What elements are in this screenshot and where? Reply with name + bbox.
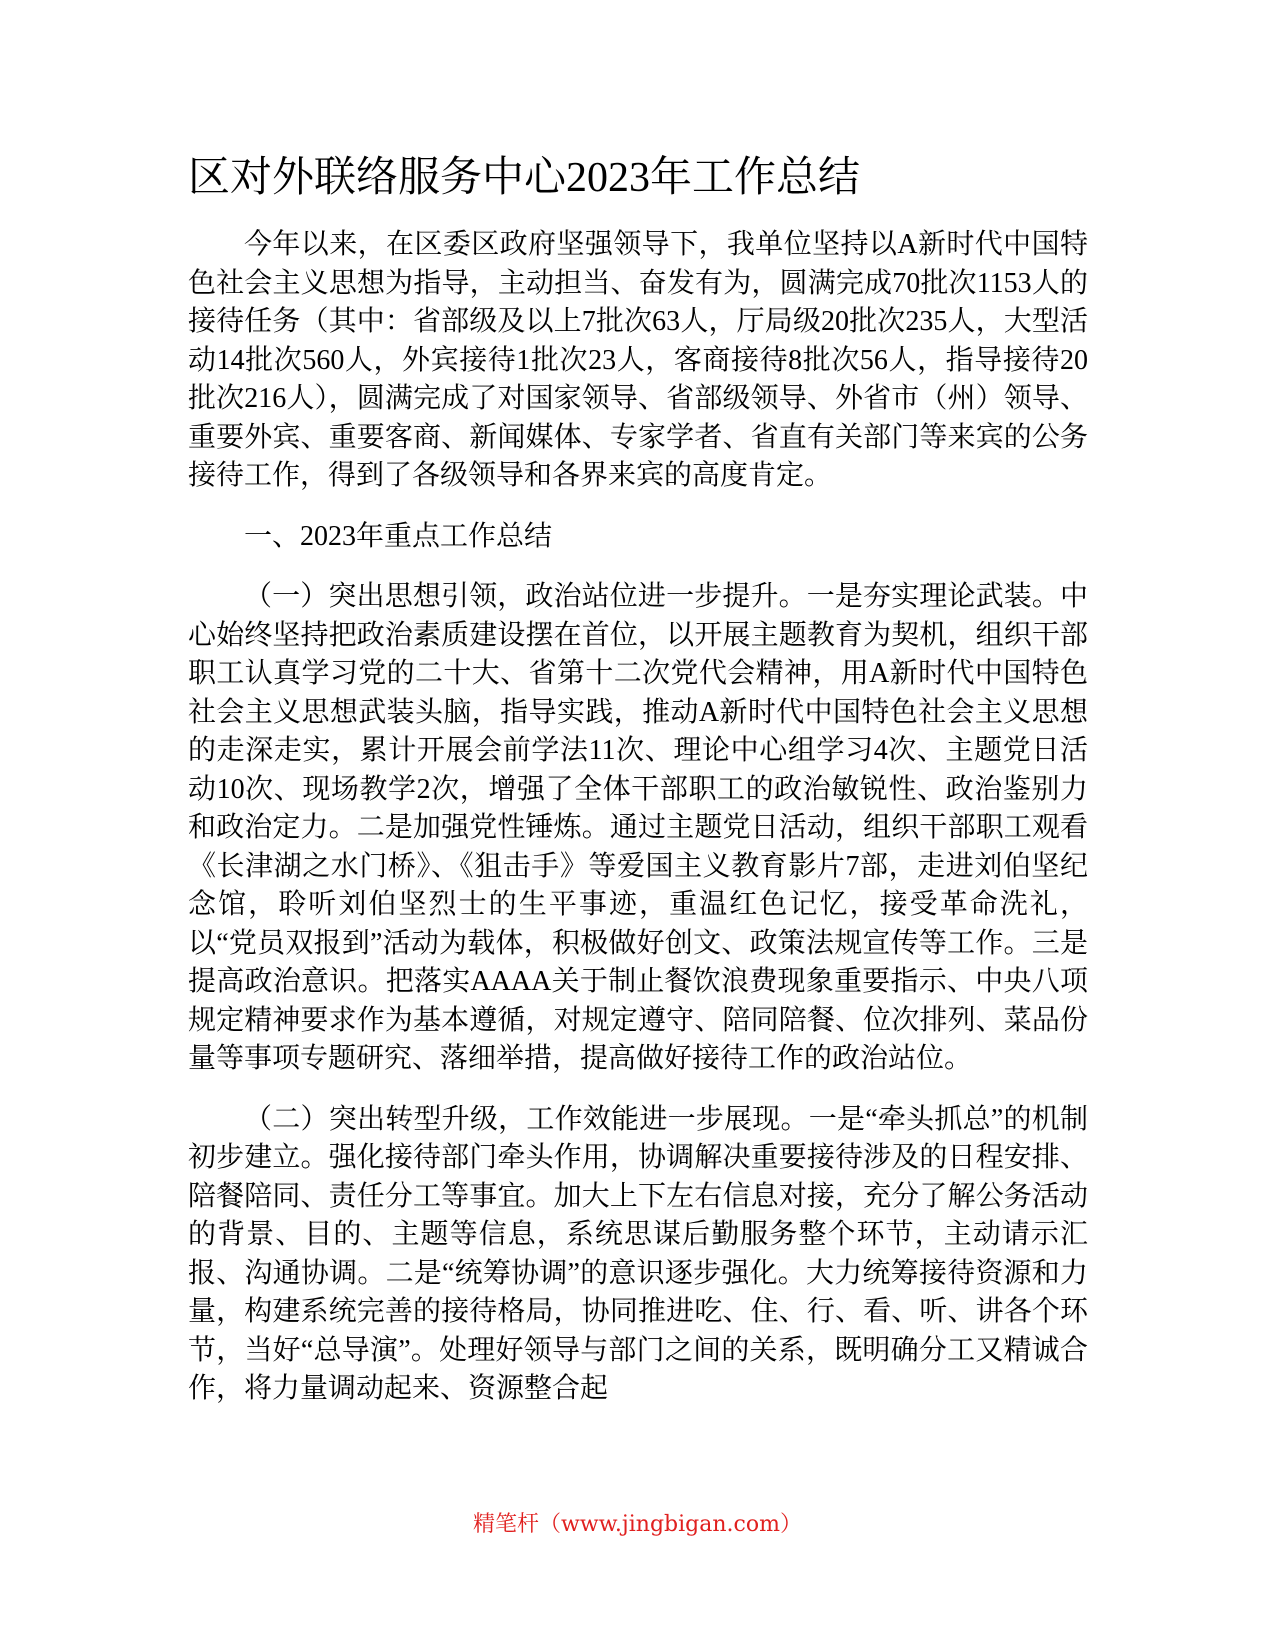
body-paragraph-2: （二）突出转型升级，工作效能进一步展现。一是“牵头抓总”的机制初步建立。强化接待部门牵头作用，协调解决重要接待涉及的日程安排、陪餐陪同、责任分工等事宜。加大上下左右信息对接，充分了解公务活动的背景、目的、主题等信息，系统思谋后勤服务整个环节，主动请示汇报、沟通协调。二是“统筹协调”的意识逐步强化。大力统筹接待资源和力量，构建系统完善的接待格局，协同推进吃、住、行、看、听、讲各个环节，当好“总导演”。处理好领导与部门之间的关系，既明确分工又精诚合作，将力量调动起来、资源整合起 — [188, 1103, 1088, 1404]
section-heading: 一、2023年重点工作总结 — [244, 520, 553, 552]
document-body — [188, 150, 1088, 1431]
intro-paragraph: 今年以来，在区委区政府坚强领导下，我单位坚持以A新时代中国特色社会主义思想为指导，主动担当、奋发有为，圆满完成70批次1153人的接待任务（其中：省部级及以上7批次63人，厅局级20批次235人，大型活动14批次560人，外宾接待1批次23人，客商接待8批次56人，指导接待20批次216人），圆满完成了对国家领导、省部级领导、外省市（州）领导、重要外宾、重要客商、新闻媒体、专家学者、省直有关部门等来宾的公务接待工作，得到了各级领导和各界来宾的高度肯定。 — [188, 229, 1088, 491]
footer-watermark: 精笔杆（www.jingbigan.com） — [473, 1512, 802, 1537]
body-paragraph-1: （一）突出思想引领，政治站位进一步提升。一是夯实理论武装。中心始终坚持把政治素质建设摆在首位，以开展主题教育为契机，组织干部职工认真学习党的二十大、省第十二次党代会精神，用A新时代中国特色社会主义思想武装头脑，指导实践，推动A新时代中国特色社会主义思想的走深走实，累计开展会前学法11次、理论中心组学习4次、主题党日活动10次、现场教学2次，增强了全体干部职工的政治敏锐性、政治鉴别力和政治定力。二是加强党性锤炼。通过主题党日活动，组织干部职工观看《长津湖之水门桥》、《狙击手》等爱国主义教育影片7部，走进刘伯坚纪念馆，聆听刘伯坚烈士的生平事迹，重温红色记忆，接受革命洗礼，以“党员双报到”活动为载体，积极做好创文、政策法规宣传等工作。三是提高政治意识。把落实AAAA关于制止餐饮浪费现象重要指示、中央八项规定精神要求作为基本遵循，对规定遵守、陪同陪餐、位次排列、菜品份量等事项专题研究、落细举措，提高做好接待工作的政治站位。 — [188, 581, 1088, 1074]
document-title: 区对外联络服务中心2023年工作总结 — [188, 155, 861, 201]
